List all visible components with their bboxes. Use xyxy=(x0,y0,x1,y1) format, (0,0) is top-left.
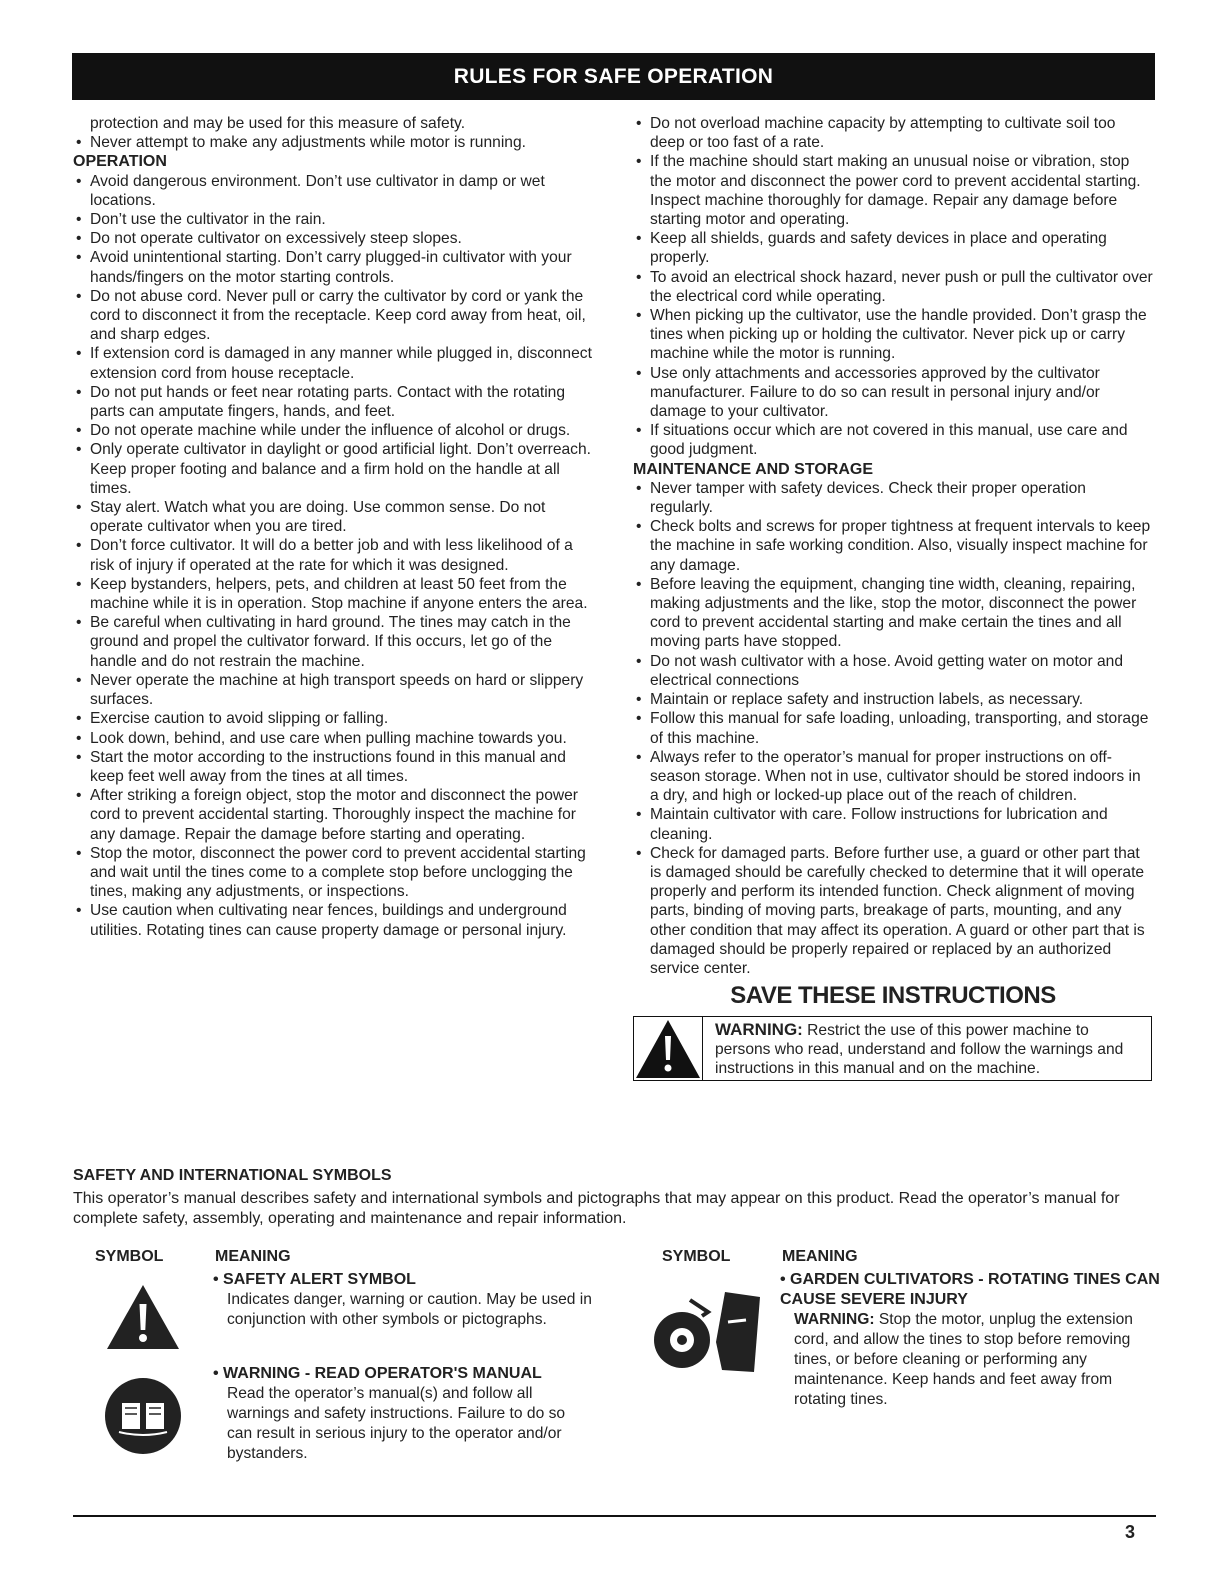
list-item: • Avoid dangerous environment. Don’t use cultivator in damp or wet locations. xyxy=(73,172,593,210)
warning-triangle-icon xyxy=(634,1018,702,1080)
symbol-name: • SAFETY ALERT SYMBOL xyxy=(213,1270,593,1290)
list-item: • Do not overload machine capacity by attempting to cultivate soil too deep or too fast of a rate. xyxy=(633,114,1153,152)
symbols-title: SAFETY AND INTERNATIONAL SYMBOLS xyxy=(73,1167,392,1184)
symbol-warning-label: WARNING: xyxy=(794,1311,875,1328)
symbol-name: • GARDEN CULTIVATORS - ROTATING TINES CAN CAUSE SEVERE INJURY xyxy=(780,1270,1160,1310)
symbol-description: Read the operator’s manual(s) and follow all warnings and safety instructions. Failure to do so can result in serious injury to the operator and/or bystanders. xyxy=(227,1385,566,1462)
symbols-header-row xyxy=(640,1248,1160,1266)
list-item: • Always refer to the operator’s manual for proper instructions on off-season storage. When not in use, cultivator should be stored indoors in a dry, and high or locked-up place out of the reach of children. xyxy=(633,748,1153,806)
page-header xyxy=(72,53,1155,100)
page-number: 3 xyxy=(1125,1522,1136,1542)
list-item: • After striking a foreign object, stop the motor and disconnect the power cord to prevent accidental starting. Thoroughly inspect the machine for any damage. Repair the damage before starting and operating. xyxy=(73,786,593,844)
operation-bullet-list xyxy=(73,172,593,940)
symbol-meaning xyxy=(213,1270,593,1352)
list-item: • Don’t force cultivator. It will do a better job and with less likelihood of a risk of injury if operated at the rate for which it was designed. xyxy=(73,536,593,574)
symbol-meaning xyxy=(213,1364,593,1464)
maintenance-heading: MAINTENANCE AND STORAGE xyxy=(633,460,874,478)
list-item: • If situations occur which are not covered in this manual, use care and good judgment. xyxy=(633,421,1153,459)
symbols-section xyxy=(73,1167,1156,1229)
list-item: • Before leaving the equipment, changing tine width, cleaning, repairing, making adjustments and the like, stop the motor, disconnect the power cord to prevent accidental starting and make certain the tines and all moving parts have stopped. xyxy=(633,575,1153,652)
list-item: • Never attempt to make any adjustments while motor is running. xyxy=(73,133,593,152)
list-item: • Maintain or replace safety and instruction labels, as necessary. xyxy=(633,690,1153,709)
symbol-column-header: SYMBOL xyxy=(95,1248,164,1265)
symbol-meaning xyxy=(780,1270,1160,1410)
continued-text: protection and may be used for this measure of safety. xyxy=(90,115,466,132)
symbol-column-header: SYMBOL xyxy=(662,1248,731,1265)
symbol-entry-safety-alert xyxy=(73,1270,593,1352)
list-item: • Do not wash cultivator with a hose. Avoid getting water on motor and electrical connections xyxy=(633,652,1153,690)
list-item: • Do not put hands or feet near rotating parts. Contact with the rotating parts can amputate fingers, hands, and feet. xyxy=(73,383,593,421)
list-item: • Check for damaged parts. Before further use, a guard or other part that is damaged should be carefully checked to determine that it will operate properly and perform its intended function. Check alignment of moving parts, binding of moving parts, breakage of parts, mounting, and any other condition that may affect its operation. A guard or other part that is damaged should be properly repaired or replaced by an authorized service center. xyxy=(633,844,1153,978)
list-item: • Keep all shields, guards and safety devices in place and operating properly. xyxy=(633,229,1153,267)
intro-bullet-list xyxy=(73,133,593,152)
symbol-name: • WARNING - READ OPERATOR'S MANUAL xyxy=(213,1364,593,1384)
save-instructions-heading: SAVE THESE INSTRUCTIONS xyxy=(730,982,1056,1010)
meaning-column-header: MEANING xyxy=(782,1248,858,1265)
symbol-entry-rotating-tines xyxy=(640,1270,1160,1410)
rotating-tines-icon xyxy=(650,1282,770,1382)
list-item: • Follow this manual for safe loading, unloading, transporting, and storage of this machine. xyxy=(633,709,1153,747)
list-item: • Stop the motor, disconnect the power cord to prevent accidental starting and wait until the tines come to a complete stop before unclogging the tines, making any adjustments, or inspections. xyxy=(73,844,593,902)
header-title: RULES FOR SAFE OPERATION xyxy=(453,64,774,88)
list-item: • Do not operate cultivator on excessively steep slopes. xyxy=(73,229,593,248)
symbol-warning-text: Stop the motor, unplug the extension cord, and allow the tines to stop before removing tines, or before cleaning or performing any maintenance. Keep hands and feet away from rotating tines. xyxy=(794,1311,1133,1408)
list-item: • Be careful when cultivating in hard ground. The tines may catch in the ground and propel the cultivator forward. If this occurs, let go of the handle and do not restrain the machine. xyxy=(73,613,593,671)
list-item: • Avoid unintentional starting. Don’t carry plugged-in cultivator with your hands/fingers on the motor starting controls. xyxy=(73,248,593,286)
left-column xyxy=(73,114,593,940)
warning-text xyxy=(703,1017,1151,1080)
maintenance-bullet-list xyxy=(633,479,1153,978)
symbol-description: Indicates danger, warning or caution. May be used in conjunction with other symbols or pictographs. xyxy=(227,1291,592,1328)
warning-label: WARNING: xyxy=(715,1020,803,1040)
symbols-intro: This operator’s manual describes safety and international symbols and pictographs that may appear on this product. Read the operator’s manual for complete safety, assembly, operating and maintenance and repair information. xyxy=(73,1190,1120,1227)
symbol-icon-cell xyxy=(73,1364,213,1464)
symbols-left-column xyxy=(73,1248,593,1476)
list-item: • Only operate cultivator in daylight or good artificial light. Don’t overreach. Keep proper footing and balance and a firm hold on the handle at all times. xyxy=(73,440,593,498)
list-item: • Check bolts and screws for proper tightness at frequent intervals to keep the machine in safe working condition. Also, visually inspect machine for any damage. xyxy=(633,517,1153,575)
list-item: • Never tamper with safety devices. Check their proper operation regularly. xyxy=(633,479,1153,517)
symbols-header-row xyxy=(73,1248,593,1266)
list-item: • Never operate the machine at high transport speeds on hard or slippery surfaces. xyxy=(73,671,593,709)
warning-icon-cell xyxy=(634,1017,703,1080)
symbol-description xyxy=(780,1310,1160,1410)
warning-box xyxy=(633,1016,1152,1081)
list-item: • If extension cord is damaged in any manner while plugged in, disconnect extension cord from house receptacle. xyxy=(73,344,593,382)
list-item: • Keep bystanders, helpers, pets, and children at least 50 feet from the machine while it is in operation. Stop machine if anyone enters the area. xyxy=(73,575,593,613)
list-item: • Maintain cultivator with care. Follow instructions for lubrication and cleaning. xyxy=(633,805,1153,843)
symbol-icon-cell xyxy=(73,1270,213,1352)
list-item: • Exercise caution to avoid slipping or falling. xyxy=(73,709,593,728)
meaning-column-header: MEANING xyxy=(215,1248,291,1265)
list-item: • Do not abuse cord. Never pull or carry the cultivator by cord or yank the cord to disconnect it from the receptacle. Keep cord away from heat, oil, and sharp edges. xyxy=(73,287,593,345)
symbol-icon-cell xyxy=(640,1270,780,1410)
list-item: • If the machine should start making an unusual noise or vibration, stop the motor and disconnect the power cord to prevent accidental starting. Inspect machine thoroughly for damage. Repair any damage before starting motor and operating. xyxy=(633,152,1153,229)
book-icon xyxy=(103,1376,183,1456)
list-item: • When picking up the cultivator, use the handle provided. Don’t grasp the tines when picking up or holding the cultivator. Never pick up or carry machine while the motor is running. xyxy=(633,306,1153,364)
operation-bullet-list-continued xyxy=(633,114,1153,460)
operation-heading: OPERATION xyxy=(73,153,167,171)
list-item: • Stay alert. Watch what you are doing. Use common sense. Do not operate cultivator when you are tired. xyxy=(73,498,593,536)
warning-body: Restrict the use of this power machine to persons who read, understand and follow the warnings and instructions in this manual and on the machine. xyxy=(715,1022,1124,1078)
list-item: • To avoid an electrical shock hazard, never push or pull the cultivator over the electrical cord while operating. xyxy=(633,268,1153,306)
list-item: • Start the motor according to the instructions found in this manual and keep feet well away from the tines at all times. xyxy=(73,748,593,786)
symbol-entry-read-manual xyxy=(73,1364,593,1464)
footer-divider xyxy=(73,1515,1156,1517)
list-item: • Use caution when cultivating near fences, buildings and underground utilities. Rotating tines can cause property damage or personal injury. xyxy=(73,901,593,939)
list-item: • Don’t use the cultivator in the rain. xyxy=(73,210,593,229)
list-item: • Do not operate machine while under the influence of alcohol or drugs. xyxy=(73,421,593,440)
right-column xyxy=(633,114,1153,1081)
list-item: • Use only attachments and accessories approved by the cultivator manufacturer. Failure to do so can result in personal injury and/or damage to your cultivator. xyxy=(633,364,1153,422)
warning-triangle-icon xyxy=(104,1282,182,1352)
symbols-right-column xyxy=(640,1248,1160,1422)
list-item: • Look down, behind, and use care when pulling machine towards you. xyxy=(73,729,593,748)
